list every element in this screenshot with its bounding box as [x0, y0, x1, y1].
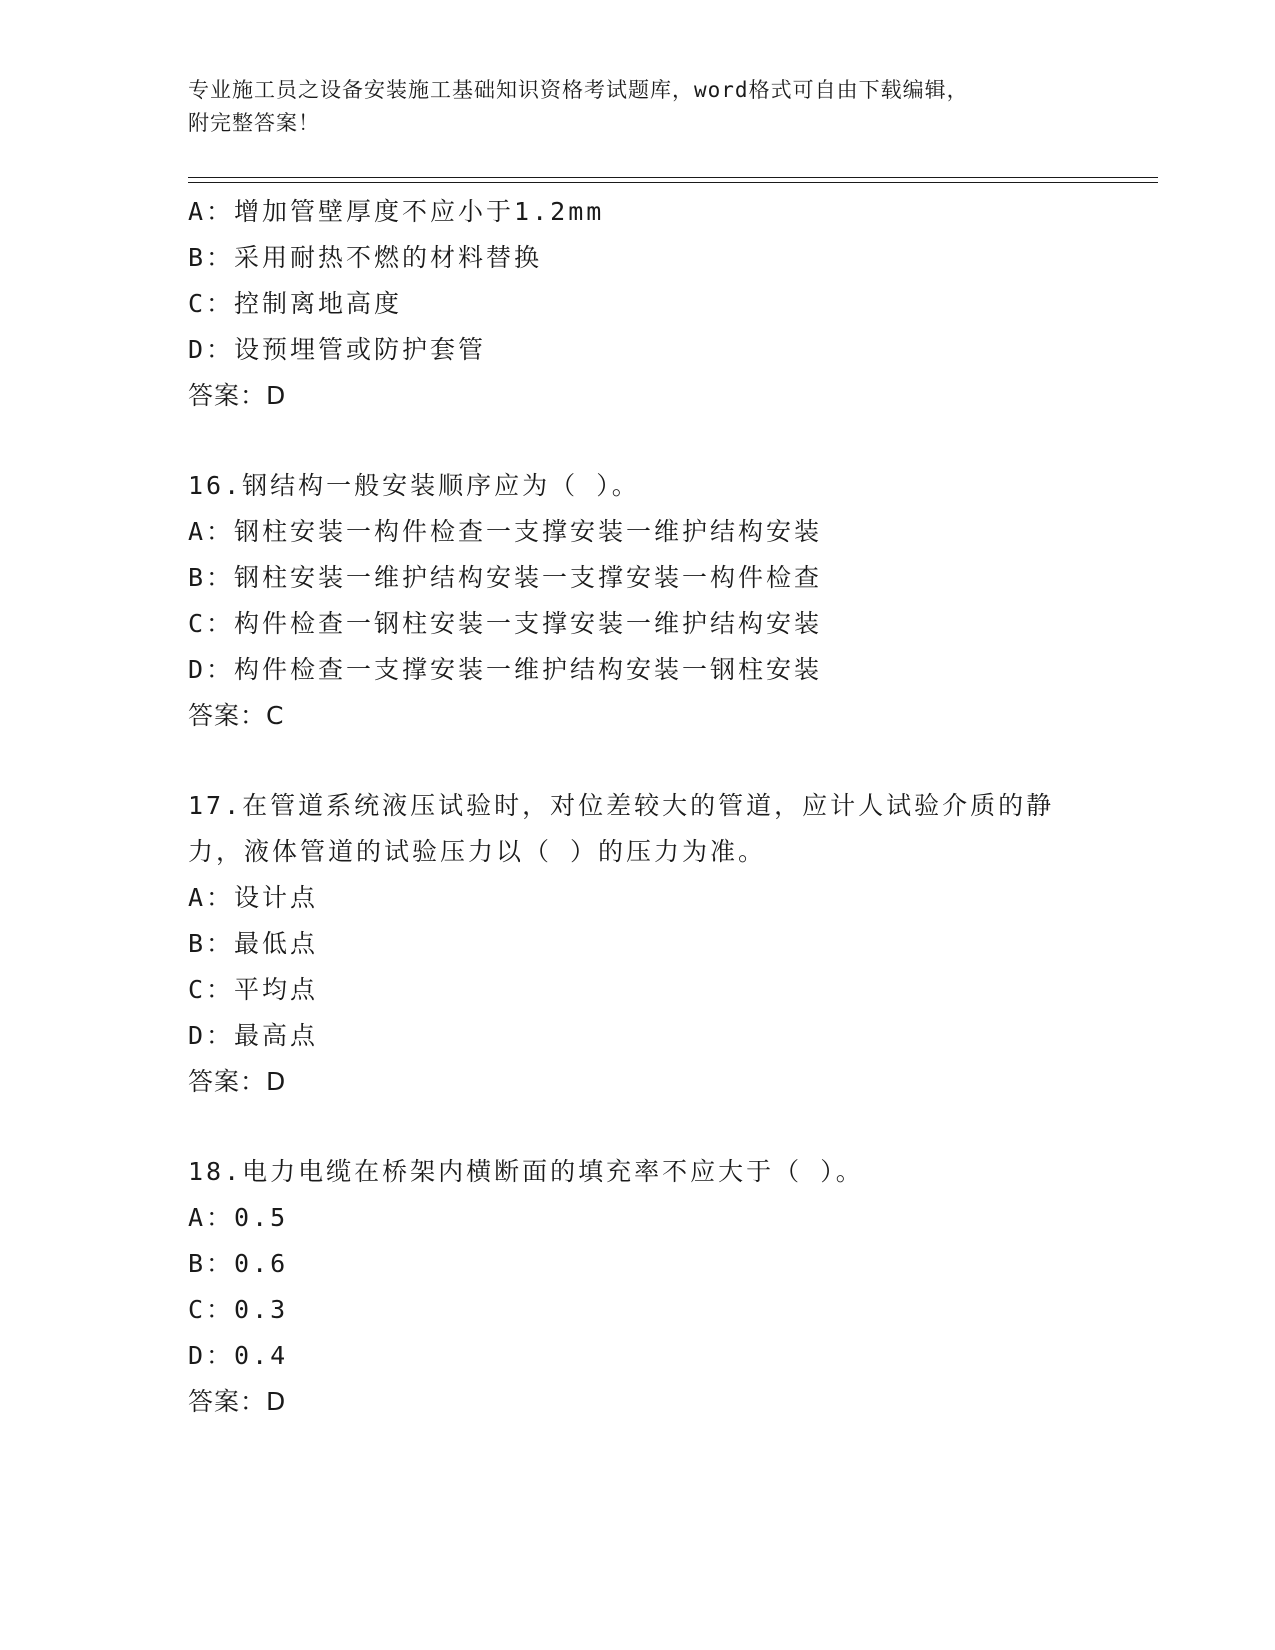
- option-b: B：0.6: [188, 1249, 289, 1278]
- option-d: D：最高点: [188, 1021, 319, 1050]
- spacer: [188, 419, 1088, 463]
- question-text: 16.钢结构一般安装顺序应为（ ）。: [188, 471, 640, 500]
- option-c: C：构件检查一钢柱安装一支撑安装一维护结构安装: [188, 609, 823, 638]
- option-d: D：构件检查一支撑安装一维护结构安装一钢柱安装: [188, 655, 823, 684]
- header-line-1: 专业施工员之设备安装施工基础知识资格考试题库，word格式可自由下载编辑，: [188, 78, 969, 102]
- answer-line: 答案：D: [188, 381, 287, 410]
- answer-line: 答案：D: [188, 1067, 287, 1096]
- option-a: A：增加管壁厚度不应小于1.2mm: [188, 197, 605, 226]
- spacer: [188, 1105, 1088, 1149]
- option-d: D：设预埋管或防护套管: [188, 335, 487, 364]
- option-b: B：最低点: [188, 929, 319, 958]
- question-16-block: [188, 463, 1088, 739]
- question-18-block: [188, 1149, 1088, 1425]
- header-line-2: 附完整答案！: [188, 111, 320, 135]
- answer-line: 答案：C: [188, 701, 285, 730]
- option-a: A：0.5: [188, 1203, 289, 1232]
- option-a: A：钢柱安装一构件检查一支撑安装一维护结构安装: [188, 517, 823, 546]
- spacer: [188, 739, 1088, 783]
- answer-line: 答案：D: [188, 1387, 287, 1416]
- question-15-block: [188, 189, 1088, 419]
- question-text-line-2: 力，液体管道的试验压力以（ ）的压力为准。: [188, 837, 767, 866]
- header-divider-bottom: [188, 182, 1158, 183]
- question-text: 18.电力电缆在桥架内横断面的填充率不应大于（ ）。: [188, 1157, 864, 1186]
- option-a: A：设计点: [188, 883, 319, 912]
- question-text-line-1: 17.在管道系统液压试验时，对位差较大的管道，应计人试验介质的静: [188, 791, 1055, 820]
- option-c: C：控制离地高度: [188, 289, 403, 318]
- option-d: D：0.4: [188, 1341, 289, 1370]
- header-divider-top: [188, 177, 1158, 178]
- document-header: [188, 74, 1088, 140]
- option-c: C：0.3: [188, 1295, 289, 1324]
- question-17-block: [188, 783, 1088, 1105]
- option-b: B：钢柱安装一维护结构安装一支撑安装一构件检查: [188, 563, 823, 592]
- question-list: [188, 189, 1088, 1425]
- option-b: B：采用耐热不燃的材料替换: [188, 243, 543, 272]
- option-c: C：平均点: [188, 975, 319, 1004]
